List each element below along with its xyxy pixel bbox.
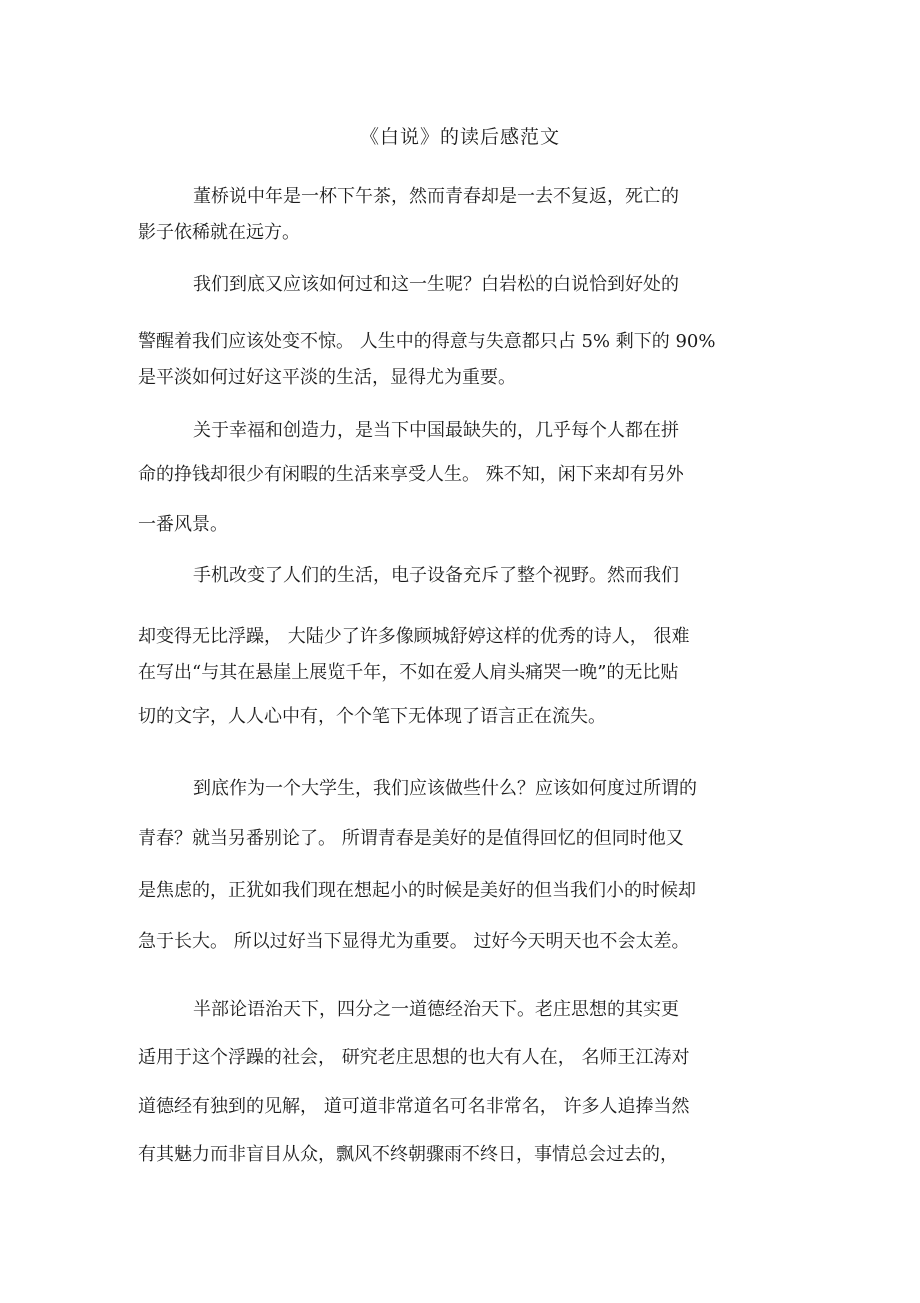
document-title: 《白说》的读后感范文	[359, 126, 560, 148]
paragraph-line: 董桥说中年是一杯下午茶，然而青春却是一去不复返，死亡的	[193, 186, 679, 207]
paragraph-line: 道德经有独到的见解， 道可道非常道名可名非常名， 许多人追捧当然	[138, 1096, 690, 1117]
paragraph-line: 切的文字，人人心中有，个个笔下无体现了语言正在流失。	[138, 706, 606, 727]
paragraph-line: 影子依稀就在远方。	[138, 222, 300, 243]
paragraph-line: 关于幸福和创造力，是当下中国最缺失的，几乎每个人都在拼	[193, 420, 679, 441]
paragraph-line: 是平淡如何过好这平淡的生活，显得尤为重要。	[138, 367, 516, 388]
paragraph-line: 急于长大。 所以过好当下显得尤为重要。 过好今天明天也不会太差。	[138, 931, 690, 952]
paragraph-line: 半部论语治天下，四分之一道德经治天下。老庄思想的其实更	[193, 999, 679, 1020]
paragraph-line: 到底作为一个大学生，我们应该做些什么？应该如何度过所谓的	[193, 778, 697, 799]
paragraph-line: 手机改变了人们的生活，电子设备充斥了整个视野。然而我们	[193, 565, 679, 586]
paragraph-line: 却变得无比浮躁， 大陆少了许多像顾城舒婷这样的优秀的诗人， 很难	[138, 626, 690, 647]
paragraph-line: 适用于这个浮躁的社会， 研究老庄思想的也大有人在， 名师王江涛对	[138, 1047, 690, 1068]
paragraph-line: 一番风景。	[138, 514, 228, 535]
paragraph-line: 青春？就当另番别论了。 所谓青春是美好的是值得回忆的但同时他又	[138, 828, 684, 849]
paragraph-line: 在写出“与其在悬崖上展览千年，不如在爱人肩头痛哭一晚”的无比贴	[138, 662, 679, 683]
paragraph-line: 命的挣钱却很少有闲暇的生活来享受人生。 殊不知，闲下来却有另外	[138, 464, 684, 485]
paragraph-line: 有其魅力而非盲目从众，飘风不终朝骤雨不终日，事情总会过去的，	[138, 1144, 678, 1165]
paragraph-line: 我们到底又应该如何过和这一生呢？白岩松的白说恰到好处的	[193, 274, 679, 295]
paragraph-line: 是焦虑的，正犹如我们现在想起小的时候是美好的但当我们小的时候却	[138, 880, 696, 901]
paragraph-line: 警醒着我们应该处变不惊。 人生中的得意与失意都只占 5% 剩下的 90%	[138, 331, 716, 352]
